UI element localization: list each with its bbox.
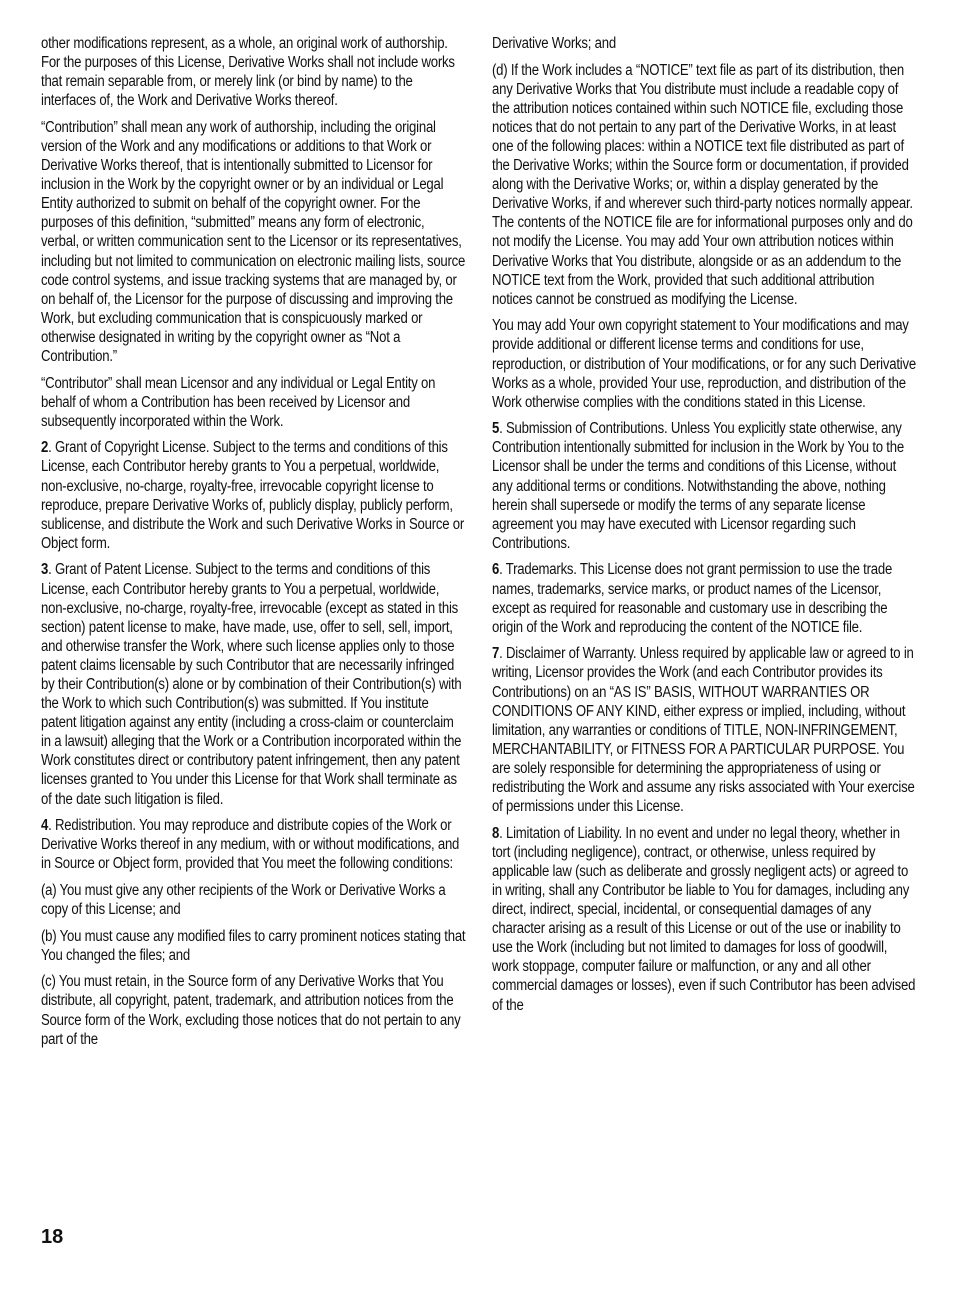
section-number: 8 — [492, 824, 500, 842]
paragraph: “Contributor” shall mean Licensor and any individual or Legal Entity on behalf of whom a Contribution has been received by Licensor and subsequently incorporated within the Work. — [41, 374, 436, 430]
section-number: 2 — [41, 439, 49, 457]
section-paragraph: 2. Grant of Copyright License. Subject to the terms and conditions of this License, each Contributor hereby grants to You a perpetual, worldwide, non-exclusive, no-charge, royalty-free, irrevocable copyright license to reproduce, prepare Derivative Works of, publicly display, publicly perform, sublicense, and distribute the Work and such Derivative Works in Source or Object form. — [41, 439, 465, 552]
section-paragraph: 8. Limitation of Liability. In no event and under no legal theory, whether in tort (including negligence), contract, or otherwise, unless required by applicable law (such as deliberate and grossly negligent acts) or agreed to in writing, shall any Contributor be liable to You for damages, including any direct, indirect, special, incidental, or consequential damages of any character arising as a result of this License or out of the use or inability to use the Work (including but not limited to damages for loss of goodwill, work stoppage, computer failure or malfunction, or any and all other commercial damages or losses), even if such Contributor has been advised of the — [492, 824, 916, 1014]
section-number: 4 — [41, 817, 49, 835]
section-paragraph: 4. Redistribution. You may reproduce and distribute copies of the Work or Derivative Works thereof in any medium, with or without modifications, and in Source or Object form, provided that You meet the following conditions: — [41, 817, 460, 873]
paragraph: Derivative Works; and — [492, 35, 616, 52]
paragraph: (b) You must cause any modified files to carry prominent notices stating that You changed the files; and — [41, 927, 466, 964]
section-number: 7 — [492, 645, 500, 663]
section-paragraph: 7. Disclaimer of Warranty. Unless required by applicable law or agreed to in writing, Licensor provides the Work (and each Contributor provides its Contributions) on an “AS IS” BASIS, WITHOUT WARRANTIES OR CONDITIONS OF ANY KIND, either express or implied, including, without limitation, any warranties or conditions of TITLE, NON-INFRINGEMENT, MERCHANTABILITY, or FITNESS FOR A PARTICULAR PURPOSE. You are solely responsible for determining the appropriateness of using or redistributing the Work and assume any risks associated with Your exercise of permissions under this License. — [492, 645, 915, 816]
paragraph: You may add Your own copyright statement to Your modifications and may provide additional or different license terms and conditions for use, reproduction, or distribution of Your modifications, or for any such Derivative Works as a whole, provided Your use, reproduction, and distribution of the Work otherwise complies with the conditions stated in this License. — [492, 317, 916, 411]
left-column — [41, 34, 466, 1056]
section-paragraph: 3. Grant of Patent License. Subject to the terms and conditions of this License, each Contributor hereby grants to You a perpetual, worldwide, non-exclusive, no-charge, royalty-free, irrevocable (except as stated in this section) patent license to make, have made, use, offer to sell, sell, import, and otherwise transfer the Work, where such license applies only to those patent claims licensable by such Contributor that are necessarily infringed by their Contribution(s) alone or by combination of their Contribution(s) with the Work to which such Contribution(s) was submitted. If You institute patent litigation against any entity (including a cross-claim or counterclaim in a lawsuit) alleging that the Work or a Contribution incorporated within the Work constitutes direct or contributory patent infringement, then any patent licenses granted to You under this License for that Work shall terminate as of the date such litigation is filed. — [41, 561, 462, 808]
section-number: 3 — [41, 561, 49, 579]
paragraph: “Contribution” shall mean any work of authorship, including the original version of the Work and any modifications or additions to that Work or Derivative Works thereof, that is intentionally submitted to Licensor for inclusion in the Work by the copyright owner or by an individual or Legal Entity authorized to submit on behalf of the copyright owner. For the purposes of this definition, “submitted” means any form of electronic, verbal, or written communication sent to the Licensor or its representatives, including but not limited to communication on electronic mailing lists, source code control systems, and issue tracking systems that are managed by, or on behalf of, the Licensor for the purpose of discussing and improving the Work, but excluding communication that is conspicuously marked or otherwise designated in writing by the copyright owner as “Not a Contribution.” — [41, 118, 466, 365]
section-paragraph: 6. Trademarks. This License does not grant permission to use the trade names, trademarks, service marks, or product names of the Licensor, except as required for reasonable and customary use in describing the origin of the Work and reproducing the content of the NOTICE file. — [492, 561, 893, 636]
section-paragraph: 5. Submission of Contributions. Unless You explicitly state otherwise, any Contribution intentionally submitted for inclusion in the Work by You to the Licensor shall be under the terms and conditions of this License, without any additional terms or conditions. Notwithstanding the above, nothing herein shall supersede or modify the terms of any separate license agreement you may have executed with Licensor regarding such Contributions. — [492, 420, 904, 552]
paragraph: other modifications represent, as a whole, an original work of authorship. For the purposes of this License, Derivative Works shall not include works that remain separable from, or merely link (or bind by name) to the interfaces of, the Work and Derivative Works thereof. — [41, 35, 455, 110]
page-number: 18 — [41, 1226, 64, 1248]
paragraph: (d) If the Work includes a “NOTICE” text file as part of its distribution, then any Derivative Works that You distribute must include a readable copy of the attribution notices contained within such NOTICE file, excluding those notices that do not pertain to any part of the Derivative Works, in at least one of the following places: within a NOTICE text file distributed as part of the Derivative Works; within the Source form or documentation, if provided along with the Derivative Works; or, within a display generated by the Derivative Works, if and wherever such third-party notices normally appear. The contents of the NOTICE file are for informational purposes only and do not modify the License. You may add Your own attribution notices within Derivative Works that You distribute, alongside or as an addendum to the NOTICE text from the Work, provided that such additional attribution notices cannot be construed as modifying the License. — [492, 61, 913, 308]
right-column — [492, 34, 917, 1022]
section-number: 6 — [492, 561, 500, 579]
paragraph: (c) You must retain, in the Source form of any Derivative Works that You distribute, all copyright, patent, trademark, and attribution notices from the Source form of the Work, excluding those notices that do not pertain to any part of the — [41, 973, 461, 1048]
section-number: 5 — [492, 420, 500, 438]
paragraph: (a) You must give any other recipients of the Work or Derivative Works a copy of this License; and — [41, 881, 446, 919]
